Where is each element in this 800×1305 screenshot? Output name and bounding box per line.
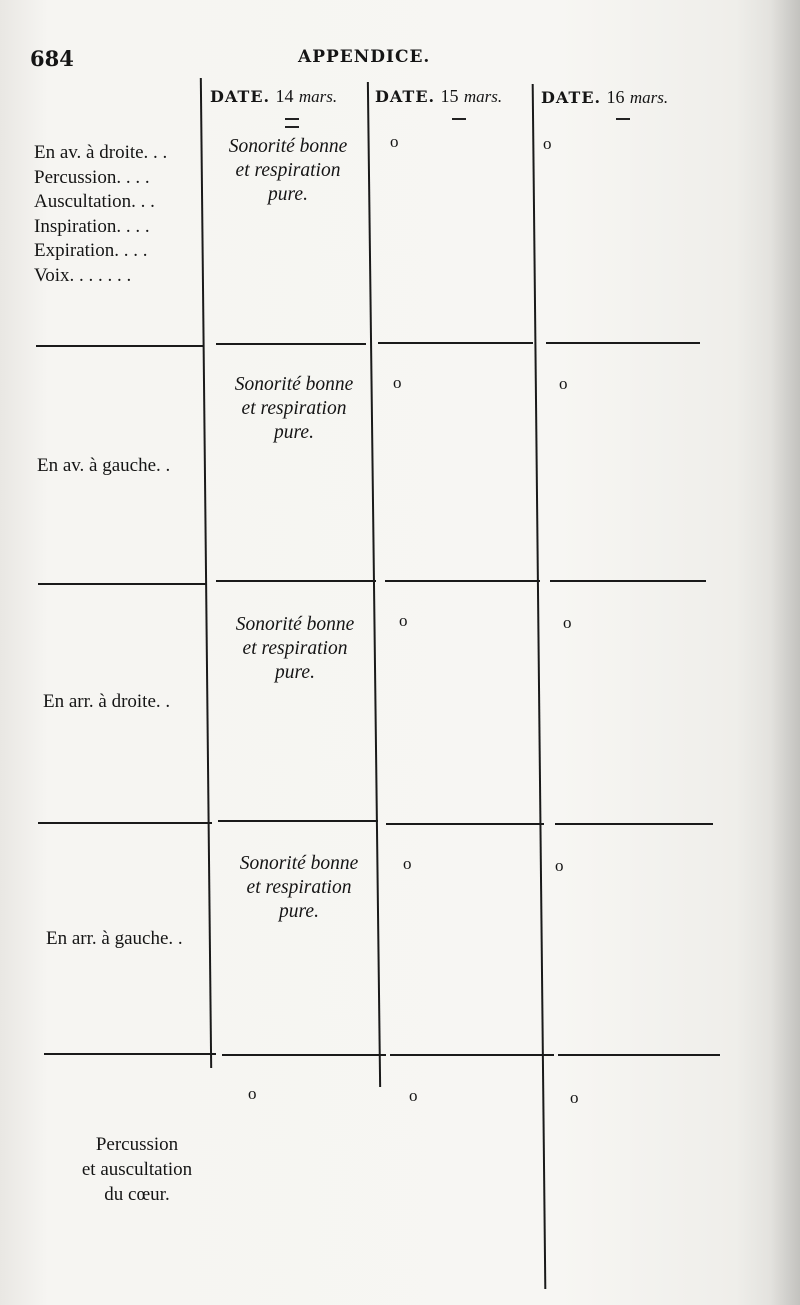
header-dash <box>452 118 466 120</box>
column-header-keyword: DATE. <box>541 88 602 107</box>
no-change-mark: o <box>248 1084 257 1103</box>
label-line: Percussion <box>95 1134 179 1155</box>
observation-note <box>209 373 379 445</box>
no-change-mark: o <box>555 856 564 875</box>
section-rule <box>386 823 544 825</box>
header-dash <box>285 118 299 120</box>
column-rule <box>532 84 547 1289</box>
column-header-day: 16 <box>606 87 625 107</box>
section-rule <box>38 583 206 585</box>
running-head: APPENDICE. <box>298 47 431 67</box>
section-rule <box>558 1054 720 1056</box>
row-label: En av. à droite. . . <box>34 142 168 163</box>
column-header-2 <box>375 86 502 107</box>
row-label: Inspiration. . . . <box>34 215 150 237</box>
no-change-mark: o <box>390 132 399 151</box>
header-dash <box>285 126 299 128</box>
header-dash <box>616 118 630 120</box>
row-label: Voix. . . . . . . <box>34 264 132 286</box>
no-change-mark: o <box>393 373 402 392</box>
column-header-keyword: DATE. <box>210 87 271 106</box>
label-line: et auscultation <box>81 1159 193 1180</box>
section-rule <box>36 345 204 347</box>
section-rule <box>378 342 533 344</box>
note-line: Sonorité bonne <box>235 614 355 635</box>
section-rule <box>38 822 212 824</box>
note-line: pure. <box>268 184 308 205</box>
no-change-mark: o <box>399 611 408 630</box>
section-rule <box>216 580 376 582</box>
column-header-1 <box>210 86 337 107</box>
section-rule <box>555 823 713 825</box>
observation-note <box>214 852 384 924</box>
column-header-day: 15 <box>440 86 459 106</box>
no-change-mark: o <box>563 613 572 632</box>
back-left-label: En arr. à gauche. . <box>46 928 183 949</box>
front-right-label-list <box>34 141 167 288</box>
column-rule <box>200 78 212 1068</box>
note-line: Sonorité bonne <box>228 136 348 157</box>
row-label: Auscultation. . . <box>34 191 155 212</box>
column-header-day: 14 <box>275 86 294 106</box>
note-line: et respiration <box>235 160 341 181</box>
section-rule <box>385 580 540 582</box>
section-rule <box>222 1054 386 1056</box>
note-line: et respiration <box>246 877 352 898</box>
note-line: et respiration <box>242 638 348 659</box>
note-line: Sonorité bonne <box>239 853 359 874</box>
page-number: 684 <box>30 46 74 71</box>
column-header-month: mars. <box>463 87 503 106</box>
note-line: pure. <box>274 422 314 443</box>
note-line: et respiration <box>241 398 347 419</box>
row-label: Percussion. . . . <box>34 166 150 188</box>
section-rule <box>218 820 378 822</box>
note-line: pure. <box>279 901 319 922</box>
front-left-label: En av. à gauche. . <box>37 455 171 476</box>
note-line: Sonorité bonne <box>234 374 354 395</box>
column-rule <box>367 82 381 1087</box>
no-change-mark: o <box>403 854 412 873</box>
column-header-month: mars. <box>298 87 338 106</box>
heart-label <box>52 1132 222 1207</box>
section-rule <box>216 343 366 345</box>
column-header-keyword: DATE. <box>375 87 436 106</box>
observation-note <box>210 613 380 685</box>
section-rule <box>44 1053 216 1055</box>
section-rule <box>550 580 706 582</box>
section-rule <box>546 342 700 344</box>
no-change-mark: o <box>570 1088 579 1107</box>
label-line: du cœur. <box>104 1184 170 1205</box>
page-edge-shadow <box>770 0 800 1305</box>
column-header-month: mars. <box>629 88 669 107</box>
section-rule <box>390 1054 554 1056</box>
note-line: pure. <box>275 662 315 683</box>
no-change-mark: o <box>409 1086 418 1105</box>
back-right-label: En arr. à droite. . <box>43 691 171 712</box>
no-change-mark: o <box>543 134 552 153</box>
no-change-mark: o <box>559 374 568 393</box>
observation-note <box>203 135 373 207</box>
row-label: Expiration. . . . <box>34 240 148 261</box>
column-header-3 <box>541 87 668 108</box>
